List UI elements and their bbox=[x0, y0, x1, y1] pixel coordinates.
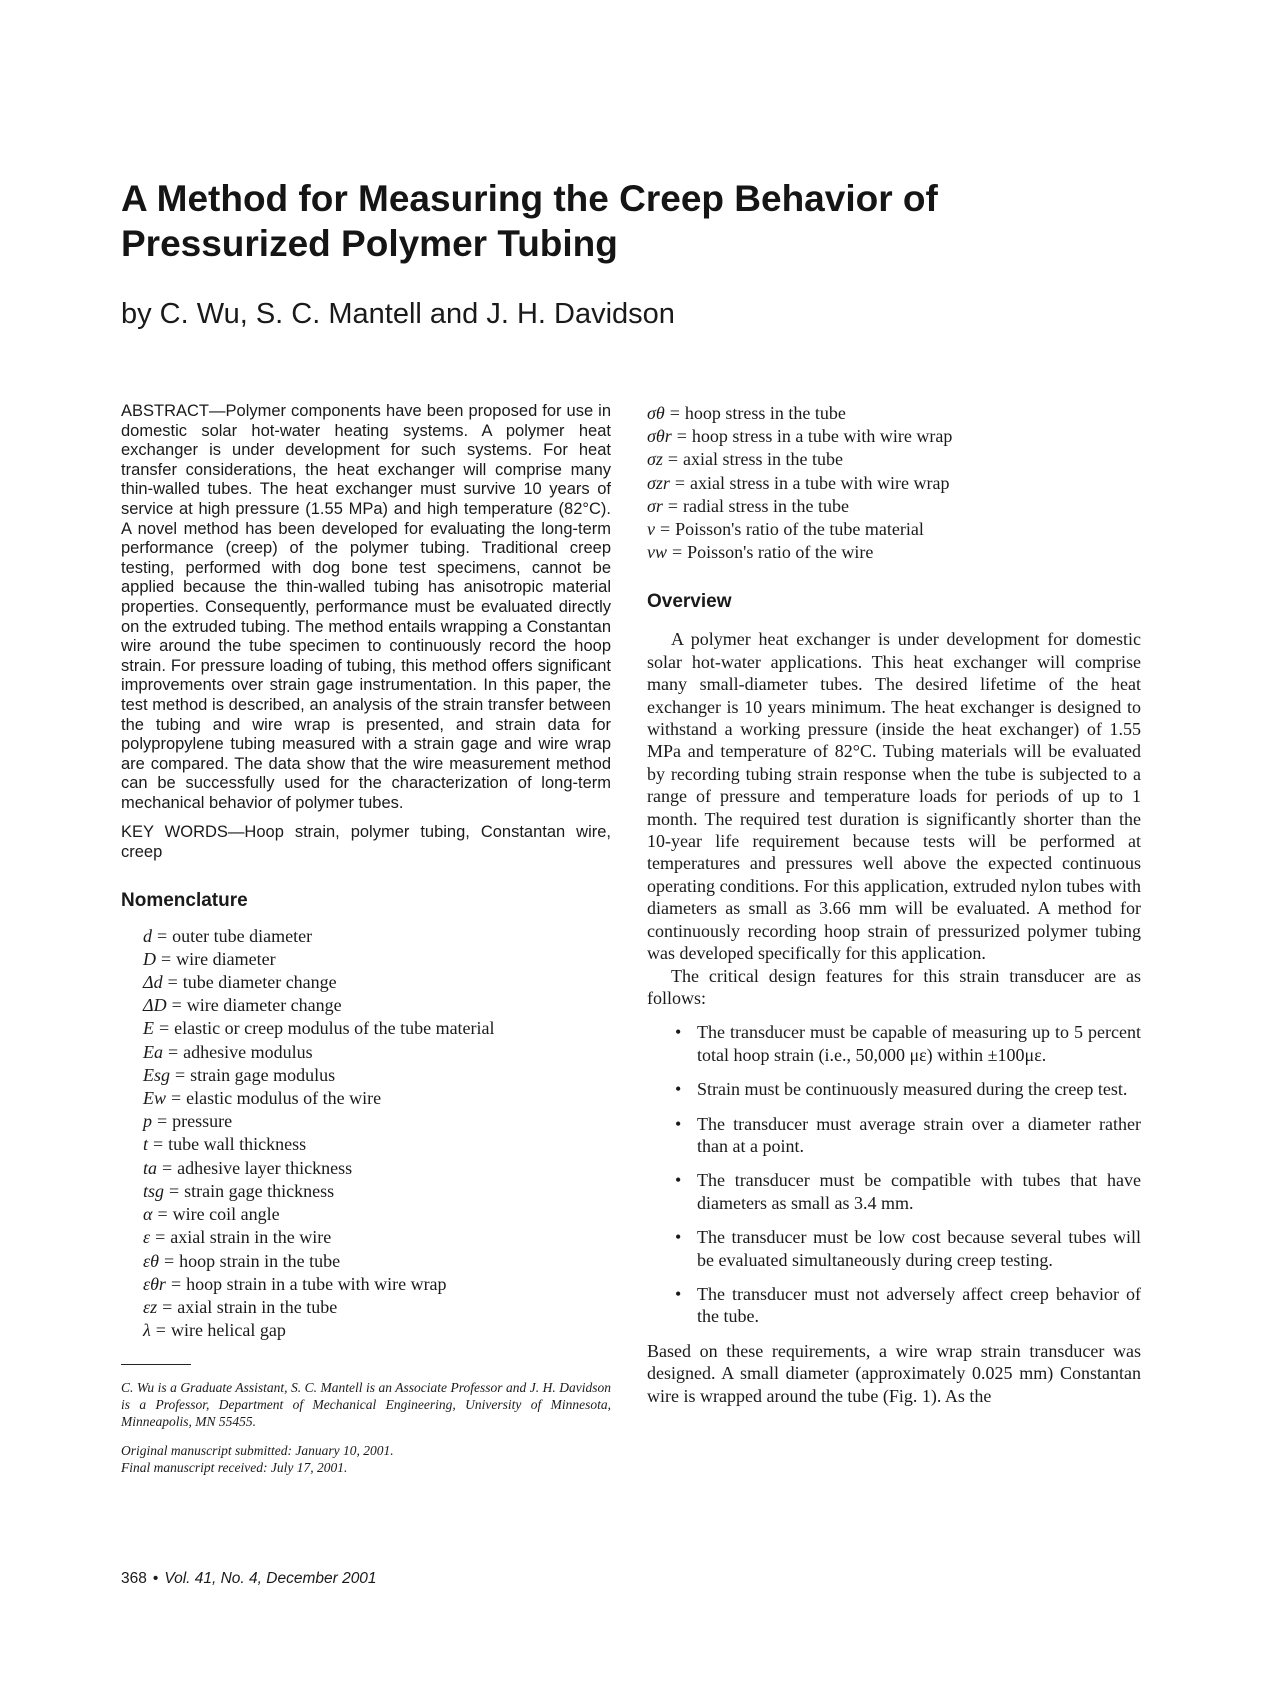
nomenclature-definition: elastic modulus of the wire bbox=[186, 1088, 382, 1109]
nomenclature-symbol: σr bbox=[647, 495, 663, 516]
author-affiliation: C. Wu is a Graduate Assistant, S. C. Mantell is an Associate Professor and J. H. Davidson is a Professor, Department of Mechanical Engineering, University of Minnesota, Minneapolis, MN 55455. bbox=[121, 1380, 611, 1430]
equals-sign: = bbox=[170, 1273, 182, 1294]
nomenclature-item bbox=[143, 1180, 611, 1203]
nomenclature-symbol: Esg bbox=[143, 1064, 170, 1085]
nomenclature-definition: hoop stress in a tube with wire wrap bbox=[691, 426, 953, 447]
nomenclature-definition: wire diameter bbox=[176, 948, 276, 969]
nomenclature-definition: hoop strain in the tube bbox=[179, 1250, 341, 1271]
equals-sign: = bbox=[175, 1064, 186, 1085]
nomenclature-symbol: Δd bbox=[143, 972, 163, 993]
design-feature-item: • The transducer must not adversely affect creep behavior of the tube. bbox=[647, 1283, 1141, 1328]
nomenclature-item bbox=[143, 948, 611, 971]
footnote-rule bbox=[121, 1364, 191, 1365]
abstract-text: Polymer components have been proposed for use in domestic solar hot-water heating systems. A polymer heat exchanger is under development for such systems. For heat transfer considerations, the heat exchanger will comprise many thin-walled tubes. The heat exchanger must survive 10 years of service at high pressure (1.55 MPa) and high temperature (82°C). A novel method has been developed for evaluating the long-term performance (creep) of the polymer tubing. Traditional creep testing, performed with dog bone test specimens, cannot be applied because the thin-walled tubing has anisotropic material properties. Consequently, performance must be evaluated directly on the extruded tubing. The method entails wrapping a Constantan wire around the tube specimen to continuously record the hoop strain. For pressure loading of tubing, this method offers significant improvements over strain gage instrumentation. In this paper, the test method is described, an analysis of the strain transfer between the tubing and wire wrap is presented, and strain data for polypropylene tubing measured with a strain gage and wire wrap are compared. The data show that the wire measurement method can be successfully used for the characterization of long-term mechanical behavior of polymer tubes. bbox=[121, 402, 611, 812]
overview-heading: Overview bbox=[647, 591, 732, 613]
right-column bbox=[647, 402, 1141, 1407]
nomenclature-symbol: d bbox=[143, 925, 152, 946]
nomenclature-item bbox=[143, 1296, 611, 1319]
nomenclature-symbol: ε bbox=[143, 1227, 151, 1248]
overview-paragraph: A polymer heat exchanger is under development for domestic solar hot-water applications. This heat exchanger will comprise many small-diameter tubes. The desired lifetime of the heat exchanger is 10 years minimum. The heat exchanger is designed to withstand a working pressure (inside the heat exchanger) of 1.55 MPa and temperature of 82°C. Tubing materials will be evaluated by recording tubing strain response when the tube is subjected to a range of pressure and temperature loads for periods of up to 1 month. The required test duration is significantly shorter than the 10-year life requirement because tests will be performed at temperatures and pressures well above the expected continuous operating conditions. For this application, extruded nylon tubes with diameters as small as 3.66 mm will be evaluated. A method for continuously recording hoop strain of pressurized polymer tubing was developed specifically for this application. bbox=[647, 629, 1141, 964]
nomenclature-definition: wire coil angle bbox=[172, 1204, 280, 1225]
page-number: 368 bbox=[121, 1570, 147, 1587]
nomenclature-symbol: λ bbox=[143, 1320, 151, 1341]
nomenclature-definition: tube wall thickness bbox=[168, 1134, 307, 1155]
nomenclature-definition: axial strain in the tube bbox=[177, 1296, 338, 1317]
equals-sign: = bbox=[157, 925, 168, 946]
nomenclature-definition: adhesive modulus bbox=[183, 1041, 313, 1062]
design-feature-item: • The transducer must be capable of measuring up to 5 percent total hoop strain (i.e., 50,000 με) within ±100με. bbox=[647, 1021, 1141, 1066]
nomenclature-symbol: α bbox=[143, 1204, 153, 1225]
equals-sign: = bbox=[162, 1157, 173, 1178]
equals-sign: = bbox=[667, 495, 679, 516]
paper-title: A Method for Measuring the Creep Behavior of Pressurized Polymer Tubing bbox=[121, 178, 938, 264]
keywords bbox=[121, 823, 611, 862]
design-feature-item: • Strain must be continuously measured during the creep test. bbox=[647, 1078, 1141, 1100]
nomenclature-list-continued bbox=[647, 402, 1141, 564]
equals-sign: = bbox=[167, 972, 178, 993]
equals-sign: = bbox=[669, 403, 680, 423]
nomenclature-symbol: ΔD bbox=[143, 995, 167, 1016]
equals-sign: = bbox=[157, 1111, 168, 1132]
nomenclature-symbol: σz bbox=[647, 449, 663, 470]
nomenclature-symbol: εθr bbox=[143, 1273, 166, 1294]
equals-sign: = bbox=[676, 426, 687, 447]
equals-sign: = bbox=[171, 1088, 182, 1109]
nomenclature-symbol: νw bbox=[647, 542, 667, 563]
nomenclature-definition: axial stress in the tube bbox=[683, 449, 844, 470]
nomenclature-symbol: σθr bbox=[647, 426, 672, 447]
nomenclature-symbol: D bbox=[143, 948, 156, 969]
nomenclature-item bbox=[143, 1203, 611, 1226]
page-footer bbox=[121, 1570, 377, 1588]
nomenclature-item bbox=[143, 925, 611, 948]
equals-sign: = bbox=[168, 1041, 179, 1062]
nomenclature-item bbox=[647, 541, 1141, 564]
nomenclature-item bbox=[143, 1041, 611, 1064]
nomenclature-definition: adhesive layer thickness bbox=[177, 1157, 353, 1178]
equals-sign: = bbox=[155, 1227, 166, 1248]
nomenclature-symbol: Ea bbox=[143, 1041, 163, 1062]
design-feature-item: • The transducer must be low cost because several tubes will be evaluated simultaneously during creep testing. bbox=[647, 1226, 1141, 1271]
nomenclature-item bbox=[143, 1133, 611, 1156]
nomenclature-item bbox=[647, 518, 1141, 541]
nomenclature-definition: wire diameter change bbox=[186, 995, 342, 1016]
nomenclature-item bbox=[647, 448, 1141, 471]
nomenclature-symbol: ν bbox=[647, 519, 655, 540]
nomenclature-heading: Nomenclature bbox=[121, 889, 248, 911]
nomenclature-symbol: εz bbox=[143, 1296, 158, 1317]
nomenclature-definition: Poisson's ratio of the wire bbox=[687, 542, 874, 563]
nomenclature-definition: strain gage thickness bbox=[184, 1180, 335, 1201]
equals-sign: = bbox=[162, 1296, 173, 1317]
design-feature-item: • The transducer must be compatible with tubes that have diameters as small as 3.4 mm. bbox=[647, 1169, 1141, 1214]
manuscript-dates bbox=[121, 1442, 611, 1476]
overview-paragraph: The critical design features for this strain transducer are as follows: bbox=[647, 965, 1141, 1008]
nomenclature-list bbox=[143, 925, 611, 1343]
equals-sign: = bbox=[171, 995, 182, 1016]
nomenclature-item bbox=[143, 1250, 611, 1273]
nomenclature-definition: outer tube diameter bbox=[172, 925, 313, 946]
nomenclature-item bbox=[143, 1319, 611, 1342]
nomenclature-symbol: σθ bbox=[647, 403, 665, 423]
nomenclature-definition: tube diameter change bbox=[182, 972, 337, 993]
equals-sign: = bbox=[157, 1204, 168, 1225]
nomenclature-definition: wire helical gap bbox=[170, 1320, 286, 1341]
design-feature-item: • The transducer must average strain over a diameter rather than at a point. bbox=[647, 1113, 1141, 1158]
footer-bullet: • bbox=[152, 1570, 159, 1587]
nomenclature-symbol: Ew bbox=[143, 1088, 167, 1109]
nomenclature-definition: elastic or creep modulus of the tube material bbox=[174, 1018, 495, 1039]
nomenclature-item bbox=[143, 971, 611, 994]
equals-sign: = bbox=[169, 1180, 180, 1201]
nomenclature-item bbox=[647, 472, 1141, 495]
nomenclature-symbol: ta bbox=[143, 1157, 158, 1178]
equals-sign: = bbox=[674, 472, 686, 493]
equals-sign: = bbox=[667, 449, 679, 470]
nomenclature-item bbox=[143, 1273, 611, 1296]
nomenclature-item bbox=[143, 1226, 611, 1249]
nomenclature-item bbox=[143, 1157, 611, 1180]
keywords-label: KEY WORDS— bbox=[121, 823, 245, 842]
abstract bbox=[121, 402, 611, 813]
left-column bbox=[121, 402, 611, 1476]
nomenclature-item bbox=[143, 1064, 611, 1087]
overview-paragraph: Based on these requirements, a wire wrap strain transducer was designed. A small diameter (approximately 0.025 mm) Constantan wire is wrapped around the tube (Fig. 1). As the bbox=[647, 1340, 1141, 1406]
nomenclature-item bbox=[143, 1110, 611, 1133]
nomenclature-item bbox=[143, 1087, 611, 1110]
journal-info: Vol. 41, No. 4, December 2001 bbox=[164, 1570, 377, 1587]
paper-authors: by C. Wu, S. C. Mantell and J. H. Davidson bbox=[121, 298, 675, 330]
nomenclature-item bbox=[143, 994, 611, 1017]
equals-sign: = bbox=[660, 519, 671, 540]
equals-sign: = bbox=[153, 1134, 164, 1155]
equals-sign: = bbox=[155, 1320, 166, 1341]
design-features-list bbox=[647, 1021, 1141, 1327]
nomenclature-definition: Poisson's ratio of the tube material bbox=[675, 519, 924, 540]
nomenclature-symbol: E bbox=[143, 1018, 154, 1039]
nomenclature-item bbox=[647, 495, 1141, 518]
nomenclature-symbol: εθ bbox=[143, 1250, 159, 1271]
submitted-date: Original manuscript submitted: January 10, 2001. bbox=[121, 1443, 394, 1459]
nomenclature-definition: hoop stress in the tube bbox=[684, 403, 846, 423]
nomenclature-definition: radial stress in the tube bbox=[683, 495, 850, 516]
equals-sign: = bbox=[163, 1250, 175, 1271]
equals-sign: = bbox=[672, 542, 683, 563]
nomenclature-definition: axial strain in the wire bbox=[170, 1227, 332, 1248]
nomenclature-symbol: p bbox=[143, 1111, 152, 1132]
nomenclature-definition: hoop strain in a tube with wire wrap bbox=[186, 1273, 447, 1294]
nomenclature-definition: pressure bbox=[172, 1111, 233, 1132]
equals-sign: = bbox=[159, 1018, 170, 1039]
nomenclature-symbol: t bbox=[143, 1134, 149, 1155]
nomenclature-item bbox=[143, 1017, 611, 1040]
nomenclature-definition: strain gage modulus bbox=[190, 1064, 336, 1085]
nomenclature-symbol: σzr bbox=[647, 472, 670, 493]
keywords-text: Hoop strain, polymer tubing, Constantan wire, creep bbox=[121, 823, 611, 862]
nomenclature-item bbox=[647, 425, 1141, 448]
nomenclature-definition: axial stress in a tube with wire wrap bbox=[690, 472, 950, 493]
abstract-label: ABSTRACT— bbox=[121, 402, 226, 420]
final-date: Final manuscript received: July 17, 2001. bbox=[121, 1460, 348, 1476]
nomenclature-item bbox=[647, 402, 1141, 425]
nomenclature-symbol: tsg bbox=[143, 1180, 165, 1201]
equals-sign: = bbox=[161, 948, 172, 969]
